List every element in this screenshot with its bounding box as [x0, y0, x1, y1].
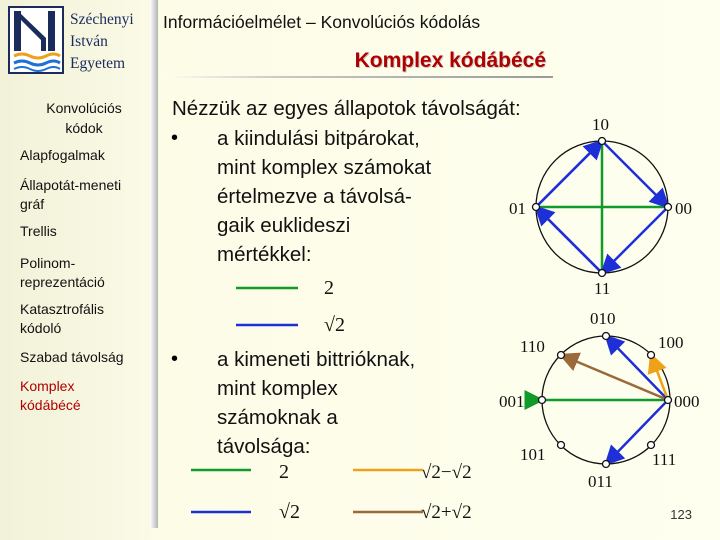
legend1-blue-value: √2 — [324, 314, 345, 336]
diagram1-constellation — [500, 110, 710, 300]
course-title: Információelmélet – Konvolúciós kódolás — [163, 12, 481, 32]
diagram1-label-left: 01 — [509, 199, 526, 218]
bullet1-text — [217, 124, 431, 269]
bullet1-line: gaik euklideszi — [217, 214, 351, 237]
nav-item-label: Állapotát-meneti — [20, 177, 122, 193]
title-underline — [163, 76, 553, 78]
diagram1-node — [599, 270, 606, 277]
diagram2-label: 110 — [520, 337, 545, 356]
nav-item-label: Trellis — [20, 223, 57, 239]
diagram2-label: 011 — [588, 472, 613, 491]
university-name-line: Széchenyi — [70, 11, 134, 28]
nav-item-polinom-reprezentacio[interactable] — [20, 254, 105, 292]
legend2-green-value: 2 — [279, 461, 289, 483]
university-name — [70, 9, 150, 75]
nav-item-label: reprezentáció — [20, 274, 105, 290]
diagram1-blue-edge — [602, 141, 668, 207]
diagram2-label: 010 — [590, 309, 616, 328]
diagram1-label-right: 00 — [675, 199, 692, 218]
bullet2-text — [217, 345, 415, 461]
diagram2-node — [558, 442, 565, 449]
nav-heading — [34, 98, 134, 138]
diagram2-node — [539, 397, 546, 404]
legend2-brown-value: √2+√2 — [421, 502, 472, 523]
legend1-green-value: 2 — [324, 277, 334, 299]
diagram1-node — [599, 138, 606, 145]
legend2-orange-value: √2−√2 — [421, 462, 472, 483]
bullet2-line: távolsága: — [217, 435, 311, 458]
diagram2-label: 001 — [499, 392, 525, 411]
nav-item-label: gráf — [20, 196, 45, 212]
bullet1-line: a kiindulási bitpárokat, — [217, 127, 420, 150]
diagram1-label-bottom: 11 — [594, 279, 611, 298]
nav-item-trellis[interactable] — [20, 222, 57, 241]
diagram1-blue-edge — [536, 207, 602, 273]
legend2 — [185, 455, 505, 535]
nav-item-alapfogalmak[interactable] — [20, 146, 105, 165]
diagram2-label: 111 — [652, 450, 677, 469]
bullet-marker: • — [171, 127, 179, 149]
nav-item-label: Alapfogalmak — [20, 147, 105, 163]
nav-item-label: kódoló — [20, 320, 62, 336]
bullet-marker: • — [171, 348, 179, 370]
university-name-line: István — [70, 33, 108, 50]
nav-item-label: Szabad távolság — [20, 349, 124, 365]
nav-item-label: Polinom- — [20, 255, 76, 271]
bullet2-line: mint komplex — [217, 377, 338, 400]
bullet1-line: mértékkel: — [217, 243, 312, 266]
diagram2-label: 100 — [658, 333, 684, 352]
diagram2-node — [558, 352, 565, 359]
diagram2-constellation — [490, 300, 715, 500]
nav-item-label: Katasztrofális — [20, 301, 105, 317]
diagram2-node — [665, 397, 672, 404]
legend1 — [230, 272, 360, 342]
nav-item-komplex-kodabece[interactable] — [20, 377, 81, 415]
nav-item-label: Komplex — [20, 378, 75, 394]
page-number: 123 — [670, 507, 692, 522]
diagram1-node — [533, 204, 540, 211]
diagram2-node — [603, 461, 610, 468]
slide-title: Komplex kódábécé — [354, 49, 546, 72]
diagram2-node — [648, 442, 655, 449]
nav-item-label: kódábécé — [20, 397, 81, 413]
diagram1-node — [665, 204, 672, 211]
diagram2-node — [648, 352, 655, 359]
diagram2-label: 000 — [674, 392, 700, 411]
diagram2-node — [603, 333, 610, 340]
nav-heading-line: Konvolúciós — [46, 100, 122, 116]
nav-heading-line: kódok — [65, 120, 103, 136]
diagram1-blue-edge — [602, 207, 668, 273]
bullet2-line: a kimeneti bittrióknak, — [217, 348, 416, 371]
university-name-line: Egyetem — [70, 55, 126, 72]
nav-item-szabad-tavolsag[interactable] — [20, 348, 124, 367]
diagram2-brown-edge — [561, 355, 668, 400]
nav-item-katasztrofalis-kodolo[interactable] — [20, 300, 104, 338]
bullet1-line: értelmezve a távolsá- — [217, 185, 412, 208]
sidebar-divider — [150, 0, 158, 528]
diagram1-label-top: 10 — [592, 115, 609, 134]
intro-text: Nézzük az egyes állapotok távolságát: — [172, 97, 521, 120]
bullet1-line: mint komplex számokat — [217, 156, 432, 179]
nav-item-allapotatmeneti-graf[interactable] — [20, 176, 121, 214]
diagram2-label: 101 — [520, 445, 546, 464]
legend2-blue-value: √2 — [279, 501, 300, 523]
diagram1-blue-edge — [536, 141, 602, 207]
bullet2-line: számoknak a — [217, 406, 338, 429]
university-logo — [8, 6, 64, 74]
